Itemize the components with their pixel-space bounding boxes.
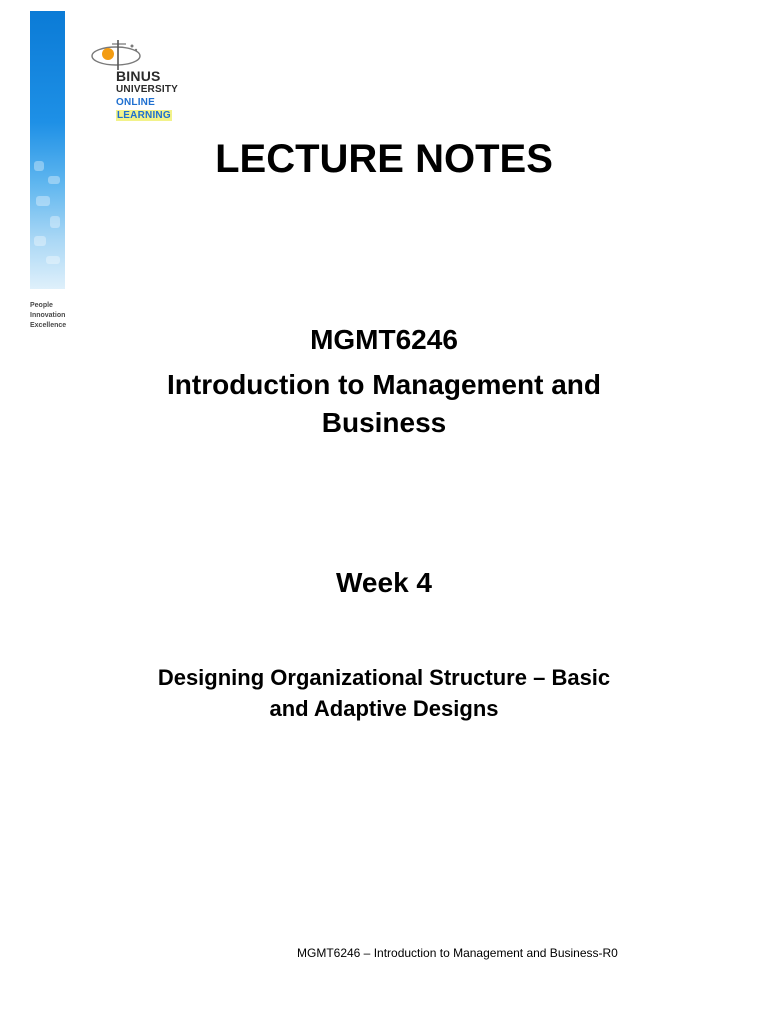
logo-university-text: UNIVERSITY <box>116 84 179 95</box>
topic-title <box>0 662 768 724</box>
week-label: Week 4 <box>336 567 432 598</box>
logo-online-text: ONLINE <box>116 97 155 108</box>
logo-binus-text: BINUS <box>116 68 161 84</box>
logo-learning-text: LEARNING <box>117 110 171 121</box>
tagline-line: People <box>30 302 53 309</box>
binus-logo <box>80 38 190 130</box>
tagline-line: Innovation <box>30 312 66 319</box>
topic-title-text: Designing Organizational Structure – Basic and Adaptive Designs <box>157 665 611 721</box>
page-title: LECTURE NOTES <box>215 137 553 181</box>
course-code: MGMT6246 <box>310 324 458 355</box>
tagline-line: Excellence <box>30 322 67 329</box>
course-title-text: Introduction to Management and Business <box>167 369 601 438</box>
binus-logo-icon <box>88 38 148 72</box>
page-footer: MGMT6246 – Introduction to Management and Business-R0 <box>297 946 618 960</box>
course-title <box>0 366 768 442</box>
